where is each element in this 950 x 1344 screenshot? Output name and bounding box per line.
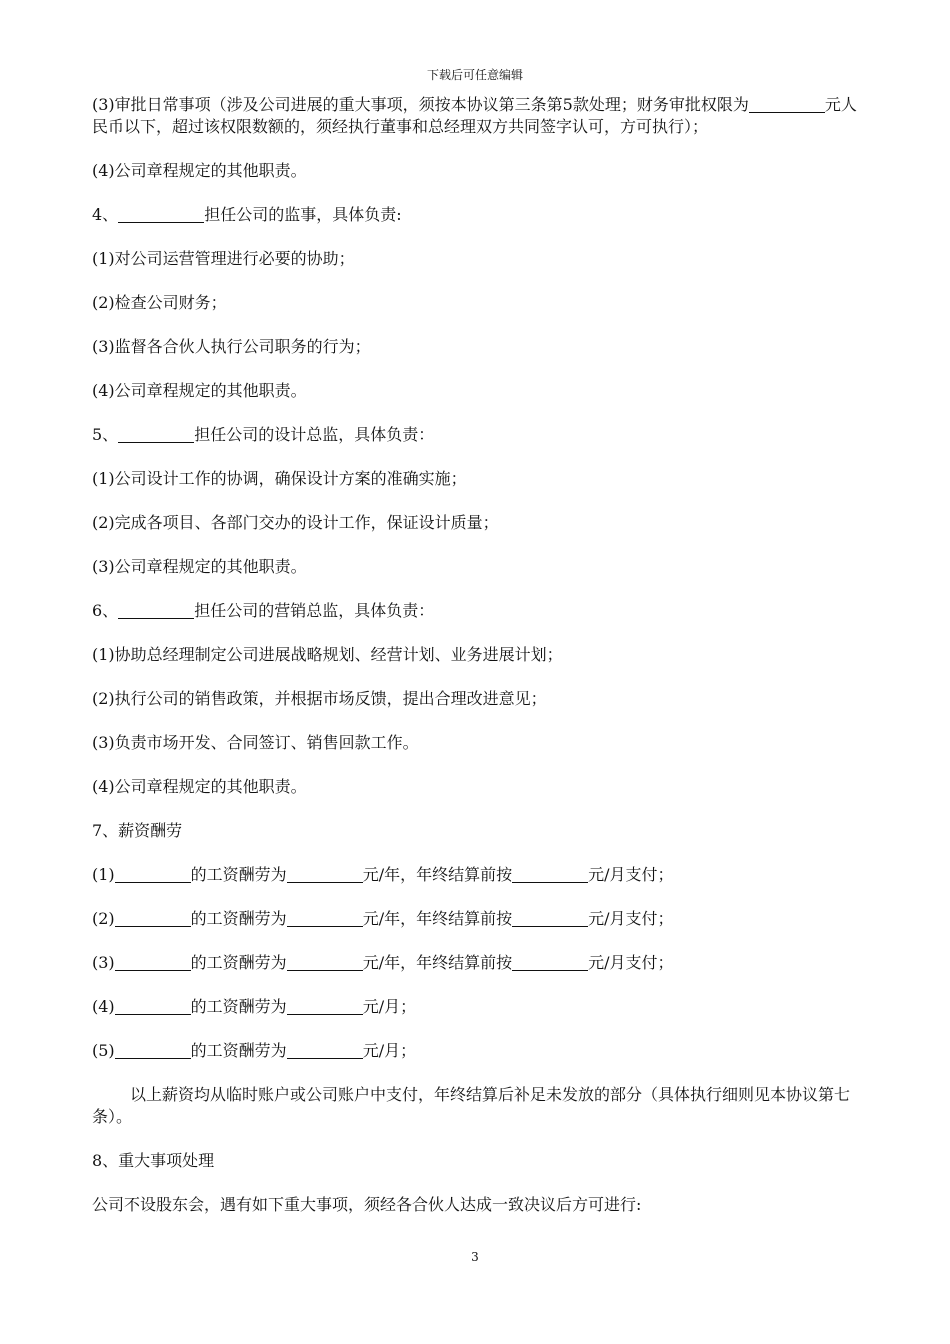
blank-amount [287,866,363,883]
blank-name [115,998,191,1015]
heading-salary: 7、薪资酬劳 [92,821,183,840]
blank-amount [287,910,363,927]
blank-amount [512,910,588,927]
document-body [92,94,872,1238]
page-header: 下载后可任意编辑 [426,68,523,82]
heading-marketing-director: 6、 担任公司的营销总监，具体负责： [92,601,435,620]
paragraph-design-2: (2)完成各项目、各部门交办的设计工作，保证设计质量； [92,513,499,532]
salary-row: (1) 的工资酬劳为 元/年，年终结算前按 元/月支付； [92,865,674,884]
paragraph-design-3: (3)公司章程规定的其他职责。 [92,557,307,576]
paragraph-supervisor-2: (2)检查公司财务； [92,293,227,312]
page-number: 3 [471,1250,479,1264]
paragraph-design-1: (1)公司设计工作的协调，确保设计方案的准确实施； [92,469,467,488]
blank-name [118,602,194,619]
paragraph-major-matters: 公司不设股东会，遇有如下重大事项，须经各合伙人达成一致决议后方可进行: [92,1195,642,1214]
blank-name [115,954,191,971]
heading-supervisor: 4、 担任公司的监事，具体负责: [92,205,402,224]
paragraph-marketing-3: (3)负责市场开发、合同签订、销售回款工作。 [92,733,419,752]
blank-amount [287,1042,363,1059]
heading-design-director: 5、 担任公司的设计总监，具体负责： [92,425,435,444]
salary-row: (4) 的工资酬劳为 元/月； [92,997,417,1016]
blank-name [115,910,191,927]
salary-row: (2) 的工资酬劳为 元/年，年终结算前按 元/月支付； [92,909,674,928]
paragraph-supervisor-3: (3)监督各合伙人执行公司职务的行为； [92,337,371,356]
salary-row: (3) 的工资酬劳为 元/年，年终结算前按 元/月支付； [92,953,674,972]
paragraph-marketing-1: (1)协助总经理制定公司进展战略规划、经营计划、业务进展计划； [92,645,563,664]
paragraph-approval-authority: (3)审批日常事项（涉及公司进展的重大事项，须按本协议第三条第5款处理；财务审批权限为 元人民币以下，超过该权限数额的，须经执行董事和总经理双方共同签字认可，方可执行）； [92,95,857,136]
blank-amount [512,954,588,971]
blank-amount [749,96,825,113]
paragraph-marketing-2: (2)执行公司的销售政策，并根据市场反馈，提出合理改进意见； [92,689,547,708]
heading-major-matters: 8、重大事项处理 [92,1151,215,1170]
paragraph-supervisor-1: (1)对公司运营管理进行必要的协助； [92,249,355,268]
blank-amount [287,954,363,971]
paragraph-marketing-4: (4)公司章程规定的其他职责。 [92,777,307,796]
blank-amount [512,866,588,883]
paragraph-supervisor-4: (4)公司章程规定的其他职责。 [92,381,307,400]
blank-name [118,426,194,443]
blank-name [115,1042,191,1059]
paragraph-other-duties-1: (4)公司章程规定的其他职责。 [92,161,307,180]
blank-name [115,866,191,883]
blank-name [118,206,204,223]
blank-amount [287,998,363,1015]
salary-row: (5) 的工资酬劳为 元/月； [92,1041,417,1060]
paragraph-salary-note: 以上薪资均从临时账户或公司账户中支付，年终结算后补足未发放的部分（具体执行细则见本协议第七条）。 [92,1085,851,1126]
